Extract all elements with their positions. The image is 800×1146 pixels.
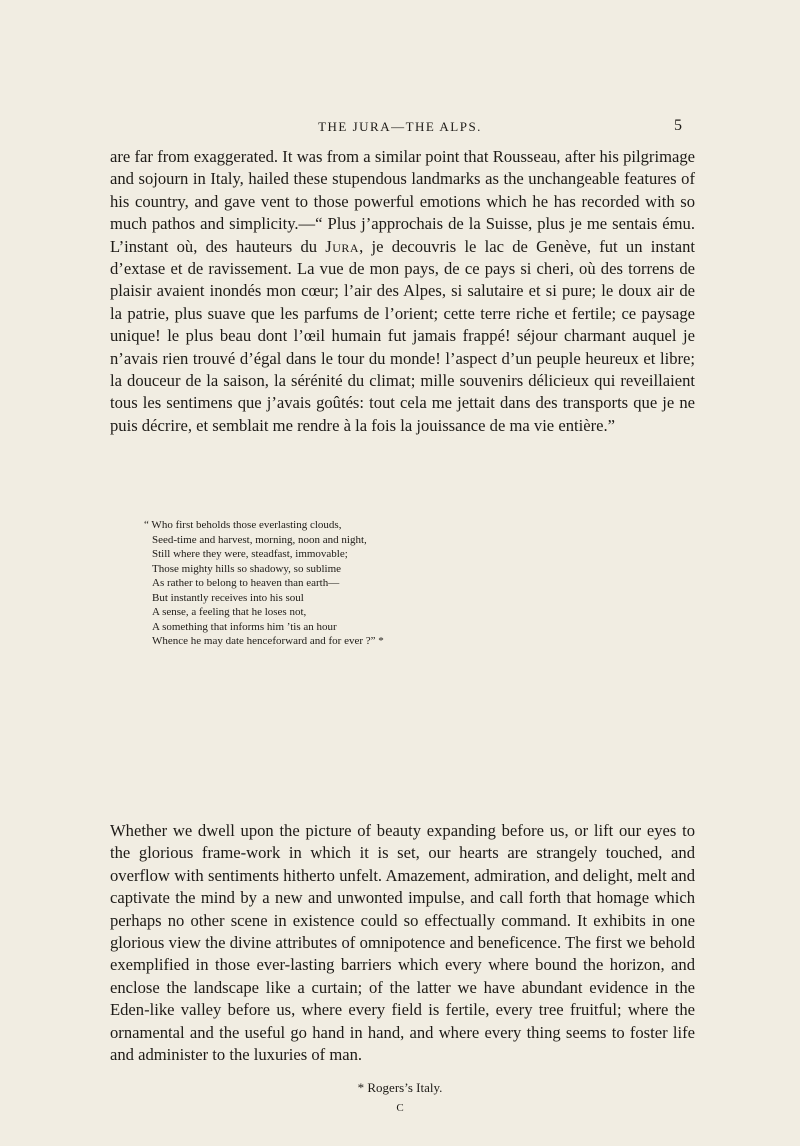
poem-line: Whence he may date henceforward and for ever ?” * xyxy=(152,635,384,647)
poem-line: Those mighty hills so shadowy, so sublime xyxy=(152,562,342,575)
poem-line: A sense, a feeling that he loses not, xyxy=(152,606,307,618)
paragraph-rousseau xyxy=(110,146,695,437)
jura-small-caps: Jura xyxy=(325,236,360,256)
paragraph-landscape: Whether we dwell upon the picture of beauty expanding before us, or lift our eyes to the glorious frame-work in which it is set, our hearts are strangely touched, and overflow with sentiments hitherto unfelt. Amazement, admiration, and delight, melt and captivate the mind by a new and unwonted impulse, and call forth that homage which perhaps no other scene in existence could so effectually command. It exhibits in one glorious view the divine attributes of omnipotence and beneficence. The first we behold exemplified in those ever-lasting barriers which every where bound the horizon, and enclose the landscape like a curtain; of the latter we have abundant evidence in the Eden-like valley before us, where every field is fertile, every tree fruitful; where the ornamental and the useful go hand in hand, and where every thing seems to foster life and administer to the luxuries of man. xyxy=(110,821,695,1065)
paragraph-rousseau-text-a: are far from exaggerated. It was from a similar point that Rousseau, after his pilgrimage and sojourn in Italy, hailed these stupendous landmarks as the unchangeable features of his country, and gave vent to those powerful emotions which he has recorded with so much pathos and simplicity.—“ Plus j’approchais de la Suisse, plus je me sentais ému. L’instant où, des hauteurs du xyxy=(110,147,695,256)
paragraph-rousseau-text-b: , je decouvris le lac de Genève, fut un instant d’extase et de ravissement. La vue de mon pays, de ce pays si cheri, où des torrens de plaisir avaient inondés mon cœur; l’air des Alpes, si salutaire et si pure; le doux air de la patrie, plus suave que les parfums de l’orient; cette terre riche et fertile; ce paysage unique! le plus beau dont l’œil humain fut jamais frappé! séjour charmant auquel je n’avais rien trouvé d’égal dans le tour du monde! l’aspect d’un peuple heureux et libre; la douceur de la saison, la sérénité du climat; mille souvenirs délicieux qui reveillaient tous les sentimens que j’avais goûtés: tout cela me jettait dans des transports que je ne puis décrire, et semblait me rendre à la fois la jouissance de ma vie entière.” xyxy=(110,236,695,435)
footnote: * Rogers’s Italy. xyxy=(357,1080,443,1095)
poem-quotation xyxy=(144,518,592,649)
poem-line: As rather to belong to heaven than earth— xyxy=(152,577,340,589)
poem-line: Still where they were, steadfast, immovable; xyxy=(152,548,348,560)
poem-line: But instantly receives into his soul xyxy=(152,591,304,604)
running-head: THE JURA—THE ALPS. xyxy=(318,119,482,134)
poem-line: “ Who first beholds those everlasting clouds, xyxy=(144,519,342,531)
page-number: 5 xyxy=(674,117,682,134)
poem-line: Seed-time and harvest, morning, noon and night, xyxy=(152,533,367,546)
signature-mark: C xyxy=(396,1102,404,1114)
page-header xyxy=(0,117,800,137)
poem-line: A something that informs him ’tis an hour xyxy=(152,620,337,633)
